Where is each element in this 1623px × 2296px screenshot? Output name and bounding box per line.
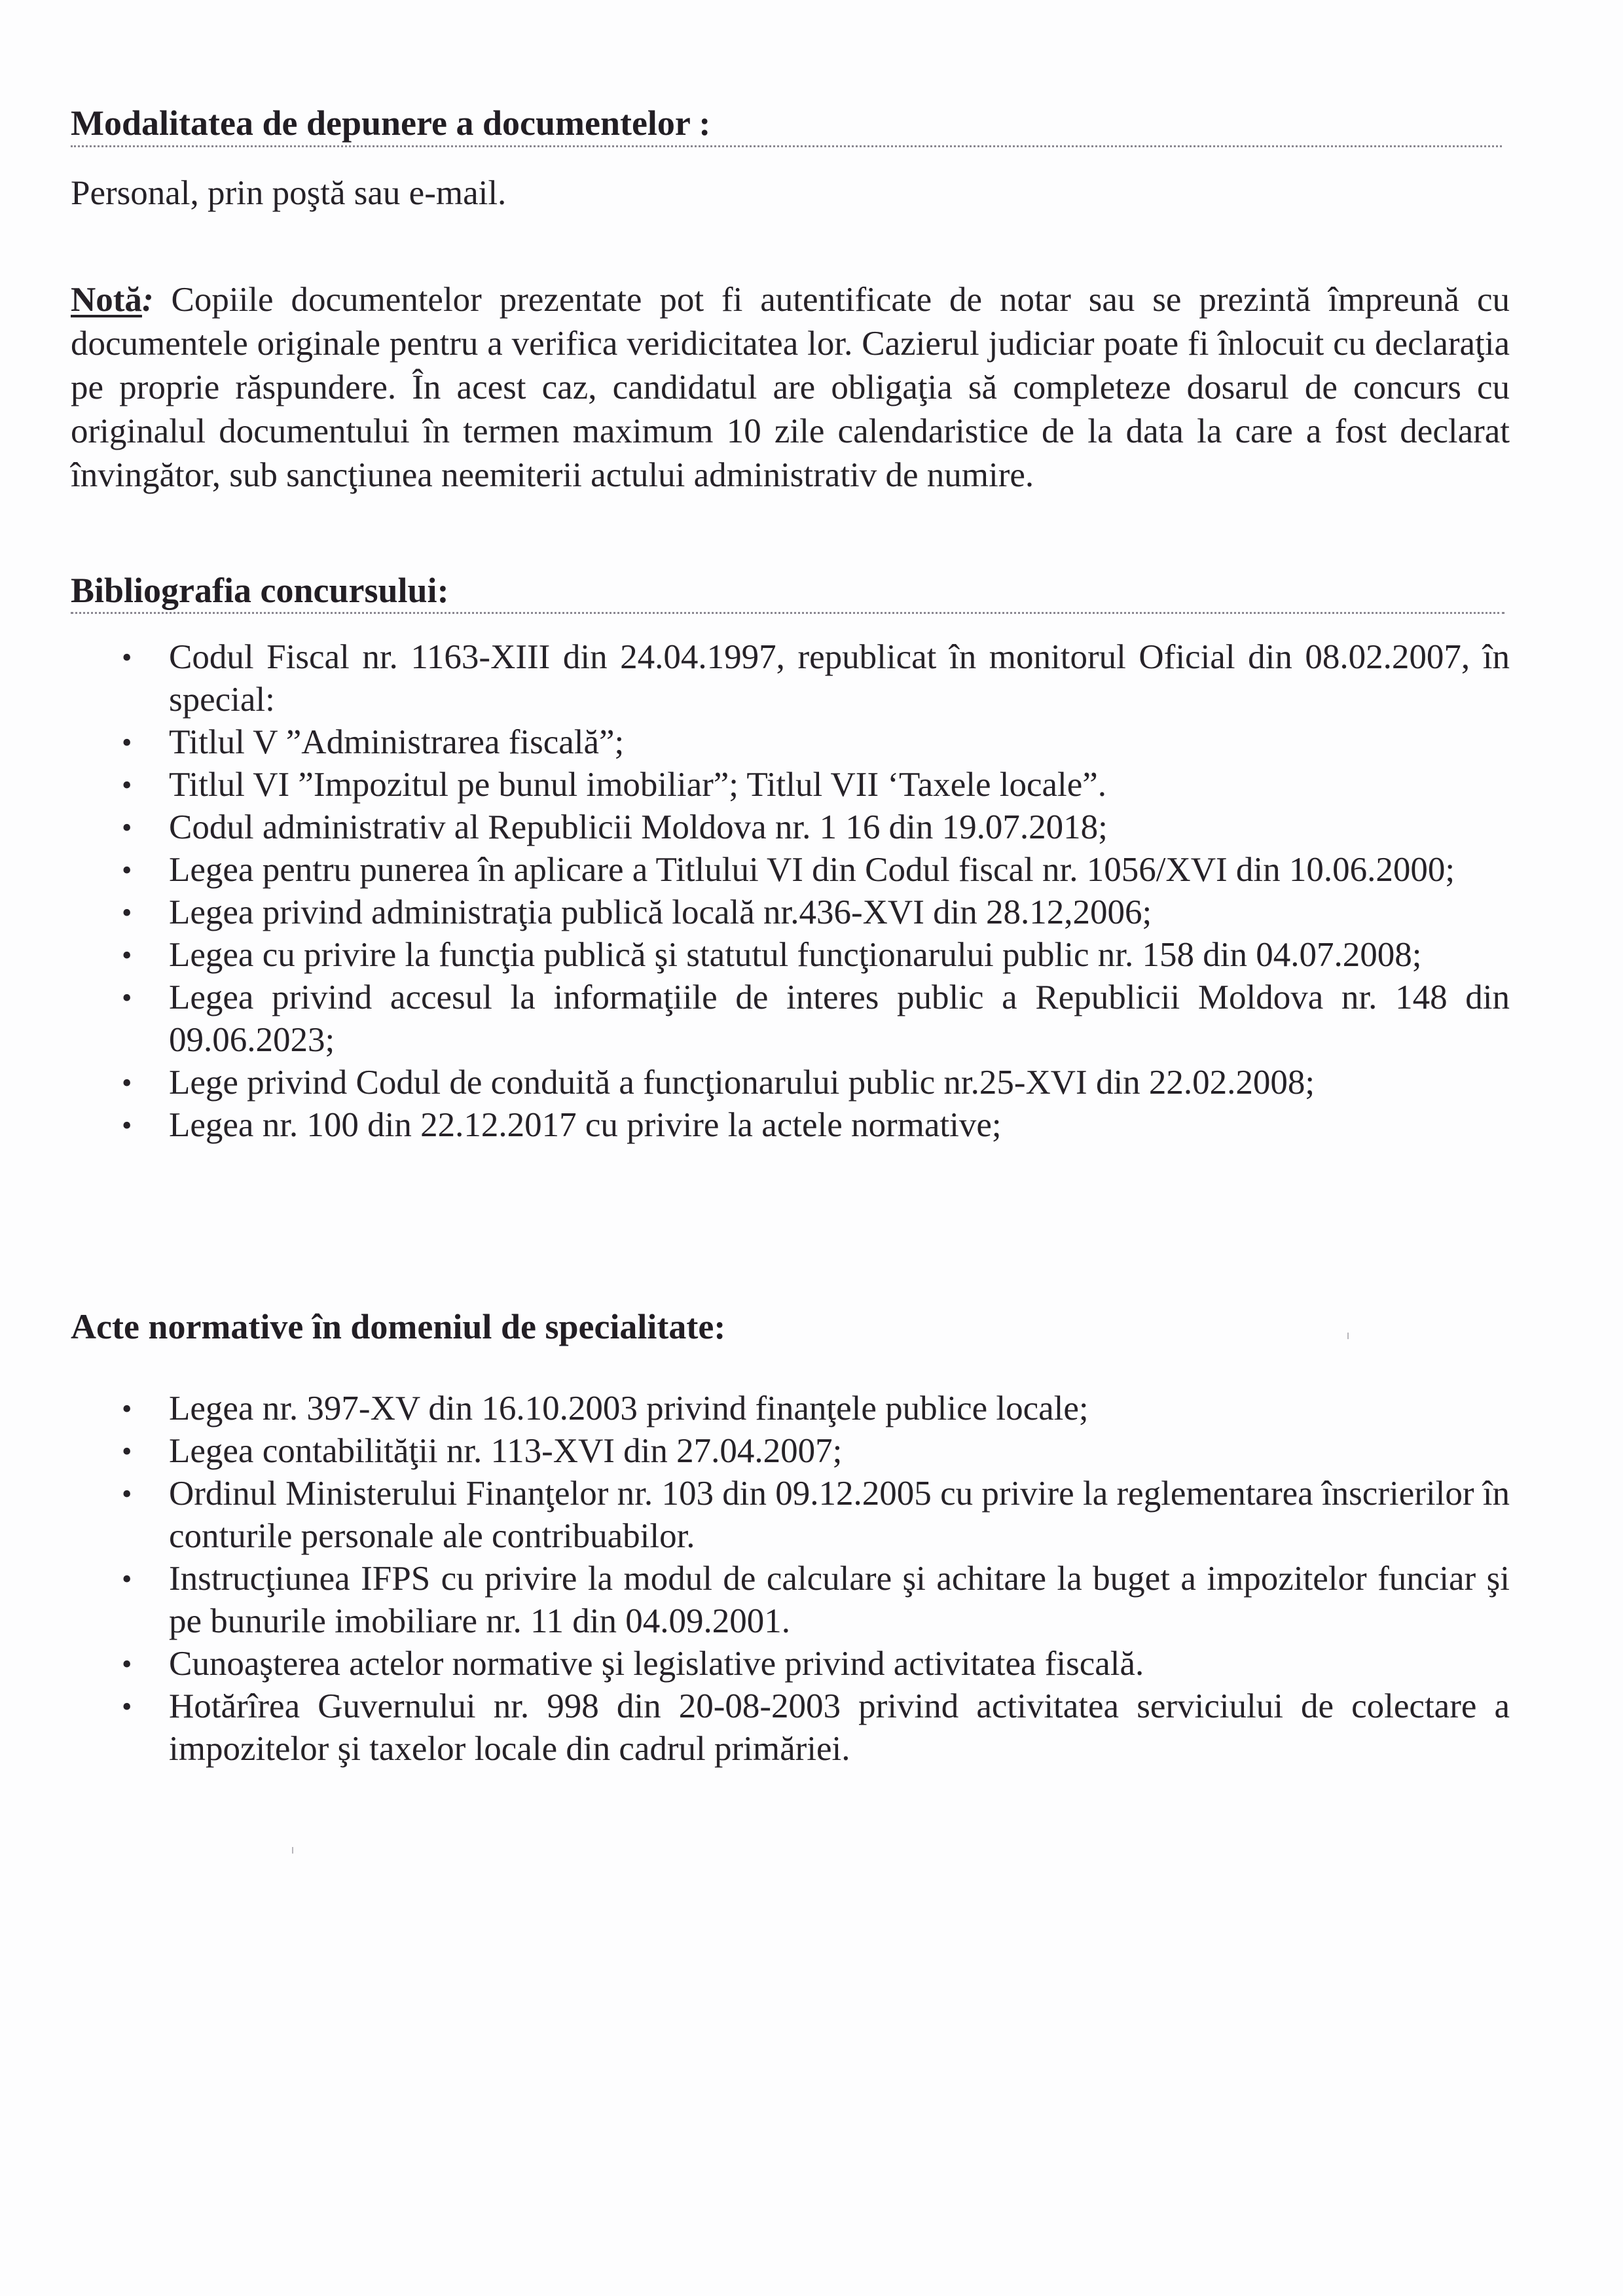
bibliography-list (71, 636, 1510, 1147)
list-item: • Legea nr. 100 din 22.12.2017 cu privire la actele normative; (71, 1104, 1510, 1147)
list-item: • Lege privind Codul de conduită a funcţionarului public nr.25-XVI din 22.02.2008; (71, 1062, 1510, 1104)
submission-text: Personal, prin poştă sau e-mail. (71, 174, 507, 212)
bullet-icon: • (122, 897, 132, 929)
specialty-acts-heading: Acte normative în domeniul de specialitate: (71, 1307, 726, 1346)
note-label: Notă (71, 281, 142, 319)
scan-mark (1347, 1333, 1349, 1339)
list-item: • Legea privind accesul la informaţiile de interes public a Republicii Moldova nr. 148 din 09.06.2023; (71, 977, 1510, 1062)
list-item: • Hotărîrea Guvernului nr. 998 din 20-08-2003 privind activitatea serviciului de colectare a impozitelor şi taxelor locale din cadrul primăriei. (71, 1685, 1510, 1770)
bullet-icon: • (122, 1067, 132, 1099)
bibliography-heading-underline (71, 612, 1504, 614)
bullet-icon: • (122, 1563, 132, 1595)
scan-mark (292, 1847, 293, 1854)
list-item: • Codul Fiscal nr. 1163-XIII din 24.04.1997, republicat în monitorul Oficial din 08.02.2007, în special: (71, 636, 1510, 721)
note-text: Copiile documentelor prezentate pot fi autentificate de notar sau se prezintă împreună cu documentele originale pentru a verifica veridicitatea lor. Cazierul judiciar poate fi înlocuit cu declaraţia pe proprie răspundere. În acest caz, candidatul are obligaţia să completeze dosarul de concurs cu originalul documentului în termen maximum 10 zile calendaristice de la data la care a fost declarat învingător, sub sancţiunea neemiterii actului administrativ de numire. (71, 281, 1510, 494)
bullet-icon: • (122, 939, 132, 971)
submission-heading-underline (71, 145, 1502, 147)
note-colon: : (141, 281, 154, 319)
bullet-icon: • (122, 1648, 132, 1680)
list-item: • Legea privind administraţia publică locală nr.436-XVI din 28.12,2006; (71, 891, 1510, 934)
list-item: • Cunoaşterea actelor normative şi legislative privind activitatea fiscală. (71, 1643, 1510, 1685)
list-item: • Legea pentru punerea în aplicare a Titlului VI din Codul fiscal nr. 1056/XVI din 10.06.2000; (71, 849, 1510, 891)
list-item: • Titlul V ”Administrarea fiscală”; (71, 721, 1510, 764)
list-item: • Legea cu privire la funcţia publică şi statutul funcţionarului public nr. 158 din 04.07.2008; (71, 934, 1510, 977)
bullet-icon: • (122, 1478, 132, 1510)
bibliography-heading: Bibliografia concursului: (71, 571, 449, 610)
bullet-icon: • (122, 982, 132, 1014)
list-item: • Codul administrativ al Republicii Moldova nr. 1 16 din 19.07.2018; (71, 806, 1510, 849)
list-item: • Legea nr. 397-XV din 16.10.2003 privind finanţele publice locale; (71, 1388, 1510, 1430)
bullet-icon: • (122, 1109, 132, 1141)
list-item: • Instrucţiunea IFPS cu privire la modul de calculare şi achitare la buget a impozitelor funciar şi pe bunurile imobiliare nr. 11 din 04.09.2001. (71, 1558, 1510, 1643)
list-item: • Ordinul Ministerului Finanţelor nr. 103 din 09.12.2005 cu privire la reglementarea înscrierilor în conturile personale ale contribuabilor. (71, 1473, 1510, 1558)
bullet-icon: • (122, 812, 132, 844)
list-item: • Legea contabilităţii nr. 113-XVI din 27.04.2007; (71, 1430, 1510, 1473)
bullet-icon: • (122, 1691, 132, 1723)
bullet-icon: • (122, 1393, 132, 1425)
bullet-icon: • (122, 641, 132, 673)
submission-heading: Modalitatea de depunere a documentelor : (71, 103, 711, 143)
bullet-icon: • (122, 854, 132, 886)
bullet-icon: • (122, 726, 132, 759)
list-item: • Titlul VI ”Impozitul pe bunul imobiliar”; Titlul VII ‘Taxele locale”. (71, 764, 1510, 806)
note-paragraph (71, 278, 1510, 497)
bullet-icon: • (122, 769, 132, 801)
bullet-icon: • (122, 1435, 132, 1467)
specialty-acts-list (71, 1388, 1510, 1770)
